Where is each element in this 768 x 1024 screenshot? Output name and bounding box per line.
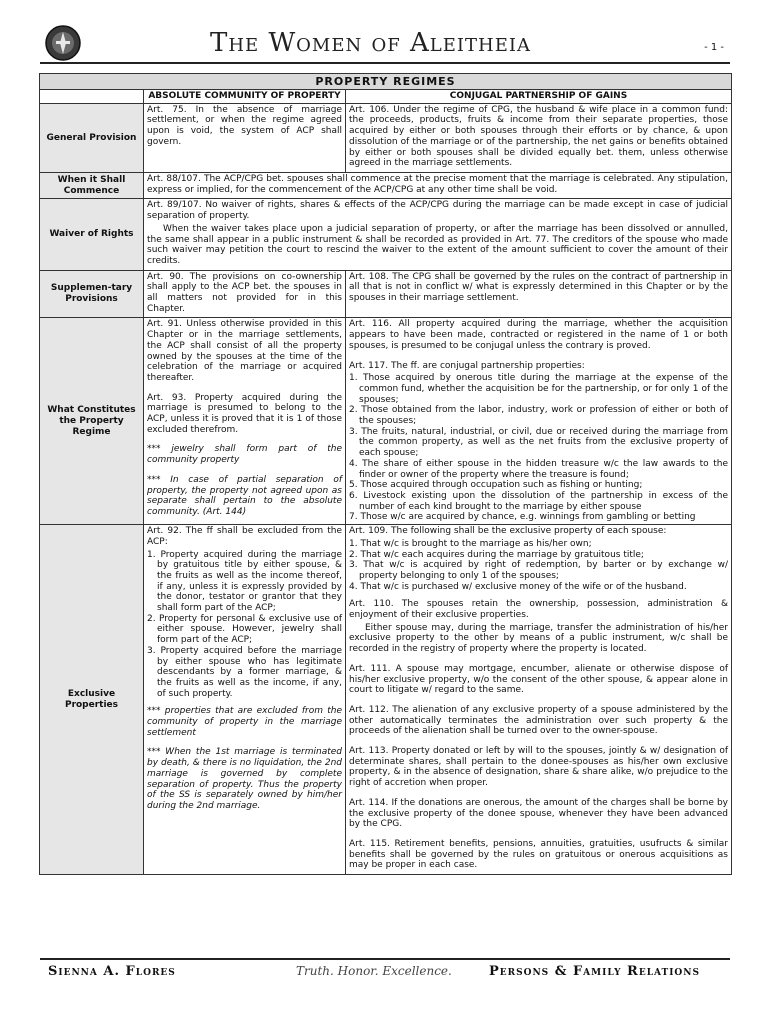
row-label-exclusive: Exclusive Properties xyxy=(40,525,144,875)
row-label-constitutes: What Constitutes the Property Regime xyxy=(40,318,144,525)
spacer xyxy=(349,354,728,361)
list-item: 1. Property acquired during the marriage by gratuitous title by either spouse, & the fruits as well as the income thereof, if any, unless it is expressly provided by the donor, testator or grantor that they shall form part of the ACP; xyxy=(147,549,342,614)
column-header-cpg: CONJUGAL PARTNERSHIP OF GAINS xyxy=(346,90,732,104)
note-text: *** jewelry shall form part of the community property xyxy=(147,444,342,466)
note-text: *** In case of partial separation of property, the property not agreed upon as separate shall pertain to the absolute community. (Art. 144) xyxy=(147,474,342,517)
author-name: Sienna A. Flores xyxy=(48,964,176,979)
row-label-commence: When it Shall Commence xyxy=(40,173,144,199)
list-item: 7. Those w/c are acquired by chance, e.g. winnings from gambling or betting xyxy=(349,512,696,523)
table-row xyxy=(40,525,732,875)
spacer xyxy=(349,657,728,664)
acp-cell xyxy=(144,270,346,318)
list-item: 3. The fruits, natural, industrial, or civil, due or received during the marriage from the common property, as well as the net fruits from the exclusive property of each spouse; xyxy=(349,426,728,459)
article-text: Art. 75. In the absence of marriage settlement, or when the regime agreed upon is void, the system of ACP shall govern. xyxy=(147,104,342,147)
article-text: Art. 90. The provisions on co-ownership shall apply to the ACP bet. the spouses in all matters not provided for in this Chapter. xyxy=(147,271,342,314)
page-title: The Women of Aleitheia xyxy=(210,28,531,58)
article-text: When the waiver takes place upon a judicial separation of property, or after the marriage has been dissolved or annulled, the same shall appear in a public instrument & shall be recorded as provided in Art. 77. The creditors of the spouse who made such waiver may petition the court to rescind the waiver to the extent of the amount sufficient to cover the amount of their credits. xyxy=(147,223,728,266)
page-number: - 1 - xyxy=(704,42,724,53)
list-item: 2. Those obtained from the labor, industry, work or profession of either or both of the spouses; xyxy=(349,405,728,427)
blank-header xyxy=(40,90,144,104)
acp-cell xyxy=(144,103,346,172)
list-item: 6. Livestock existing upon the dissolution of the partnership in excess of the number of each kind brought to the marriage by either spouse xyxy=(349,490,728,512)
list-item: 3. Property acquired before the marriage by either spouse who has legitimate descendants by a former marriage, & the fruits as well as the income, if any, of such property. xyxy=(147,645,342,699)
spacer xyxy=(147,740,342,747)
aleitheia-crest-icon xyxy=(44,24,82,62)
article-text: Art. 88/107. The ACP/CPG bet. spouses shall commence at the precise moment that the marriage is celebrated. Any stipulation, express or implied, for the commencement of the ACP/CPG at any other time shall be void. xyxy=(147,174,728,195)
article-text: Art. 111. A spouse may mortgage, encumber, alienate or otherwise dispose of his/her exclusive property, w/o the consent of the other spouse, & appear alone in court to litigate w/ regard to the same. xyxy=(349,663,728,696)
article-text: Art. 89/107. No waiver of rights, shares & effects of the ACP/CPG during the marriage can be made except in case of judicial separation of property. xyxy=(147,200,728,222)
list-item: 5. Those acquired through occupation such as fishing or hunting; xyxy=(349,480,643,491)
cpg-cell xyxy=(346,525,732,875)
table-row xyxy=(40,173,732,199)
article-text: Art. 115. Retirement benefits, pensions, annuities, gratuities, usufructs & similar benefits shall be governed by the rules on gratuitous or onerous acquisitions as may be proper in each case. xyxy=(349,838,728,871)
row-label-waiver: Waiver of Rights xyxy=(40,199,144,270)
property-regimes-table xyxy=(39,73,732,875)
spacer xyxy=(147,437,342,444)
spacer xyxy=(349,698,728,705)
footer-divider xyxy=(40,958,730,960)
article-text: Art. 112. The alienation of any exclusive property of a spouse administered by the other automatically terminates the administration over such property & the proceeds of the alienation shall be turned over to the owner-spouse. xyxy=(349,704,728,737)
article-text: Art. 109. The following shall be the exclusive property of each spouse: xyxy=(349,526,667,537)
table-caption: PROPERTY REGIMES xyxy=(40,74,732,90)
conjugal-property-list xyxy=(349,373,728,523)
note-text: *** When the 1st marriage is terminated by death, & there is no liquidation, the 2nd marriage is governed by complete separation of property. Thus the property of the SS is separately owned by him/her during the 2nd marriage. xyxy=(147,747,342,811)
table-row xyxy=(40,103,732,172)
list-item: 4. That w/c is purchased w/ exclusive money of the wife or of the husband. xyxy=(349,581,687,592)
column-header-acp: ABSOLUTE COMMUNITY OF PROPERTY xyxy=(144,90,346,104)
article-text: Art. 110. The spouses retain the ownership, possession, administration & enjoyment of their exclusive properties. xyxy=(349,599,728,621)
exclusive-property-list xyxy=(349,539,728,593)
list-item: 1. That w/c is brought to the marriage as his/her own; xyxy=(349,538,592,549)
article-text: Art. 106. Under the regime of CPG, the husband & wife place in a common fund: the proceeds, products, fruits & income from their separate properties, those acquired by either or both spouses through their efforts or by chance, & upon dissolution of the marriage or of the partnership, the net gains or benefits obtained by either or both spouses shall be divided equally bet. them, unless otherwise agreed in the marriage settlements. xyxy=(349,104,728,169)
article-text: Art. 113. Property donated or left by will to the spouses, jointly & w/ designation of determinate shares, shall pertain to the donee-spouses as his/her own exclusive property, & in the absence of designation, share & share alike, w/o prejudice to the right of accretion when proper. xyxy=(349,746,728,789)
cpg-cell xyxy=(346,318,732,525)
table-row xyxy=(40,318,732,525)
article-text: Art. 116. All property acquired during the marriage, whether the acquisition appears to have been made, contracted or registered in the name of 1 or both spouses, is presumed to be conjugal unless the contrary is proved. xyxy=(349,319,728,351)
row-label-general-provision: General Provision xyxy=(40,103,144,172)
page-header xyxy=(0,0,768,70)
excluded-property-list xyxy=(147,550,342,700)
acp-cell xyxy=(144,318,346,525)
header-divider xyxy=(40,62,730,64)
spacer xyxy=(147,386,342,393)
spacer xyxy=(349,832,728,839)
article-text: Art. 108. The CPG shall be governed by the rules on the contract of partnership in all that is not in conflict w/ what is expressly determined in this Chapter or by the spouses in their marriage settlement. xyxy=(349,271,728,304)
article-text: Art. 91. Unless otherwise provided in this Chapter or in the marriage settlements, the ACP shall consist of all the property owned by the spouses at the time of the celebration of the marriage or acquired thereafter. xyxy=(147,319,342,383)
list-item: 2. That w/c each acquires during the marriage by gratuitous title; xyxy=(349,549,644,560)
motto: Truth. Honor. Excellence. xyxy=(296,964,452,978)
note-text: *** properties that are excluded from the community of property in the marriage settlement xyxy=(147,706,342,738)
shared-cell xyxy=(144,173,732,199)
spacer xyxy=(349,791,728,798)
article-text: Art. 114. If the donations are onerous, the amount of the charges shall be borne by the exclusive property of the donee spouse, whenever they have been advanced by the CPG. xyxy=(349,797,728,830)
acp-cell xyxy=(144,525,346,875)
article-text: Either spouse may, during the marriage, transfer the administration of his/her exclusive property to the other by means of a public instrument, w/c shall be recorded in the registry of property where the property is located. xyxy=(349,622,728,655)
page-footer xyxy=(40,958,730,988)
list-item: 4. The share of either spouse in the hidden treasure w/c the law awards to the finder or owner of the property where the treasure is found; xyxy=(349,458,728,480)
shared-cell xyxy=(144,199,732,270)
spacer xyxy=(147,468,342,475)
list-item: 1. Those acquired by onerous title during the marriage at the expense of the common fund, whether the acquisition be for the partnership, or for only 1 of the spouses; xyxy=(349,373,728,405)
table-row xyxy=(40,199,732,270)
article-text: Art. 93. Property acquired during the marriage is presumed to belong to the ACP, unless it is proved that it is 1 of those excluded therefrom. xyxy=(147,392,342,435)
article-text: Art. 117. The ff. are conjugal partnership properties: xyxy=(349,360,585,371)
list-item: 3. That w/c is acquired by right of redemption, by barter or by exchange w/ property belonging to only 1 of the spouses; xyxy=(349,560,728,581)
table-row xyxy=(40,270,732,318)
spacer xyxy=(349,739,728,746)
cpg-cell xyxy=(346,103,732,172)
spacer xyxy=(349,592,728,599)
article-text: Art. 92. The ff shall be excluded from the ACP: xyxy=(147,526,342,547)
cpg-cell xyxy=(346,270,732,318)
row-label-supplementary: Supplemen-tary Provisions xyxy=(40,270,144,318)
spacer xyxy=(147,699,342,706)
list-item: 2. Property for personal & exclusive use of either spouse. However, jewelry shall form part of the ACP; xyxy=(147,613,342,646)
subject-title: Persons & Family Relations xyxy=(488,964,700,979)
